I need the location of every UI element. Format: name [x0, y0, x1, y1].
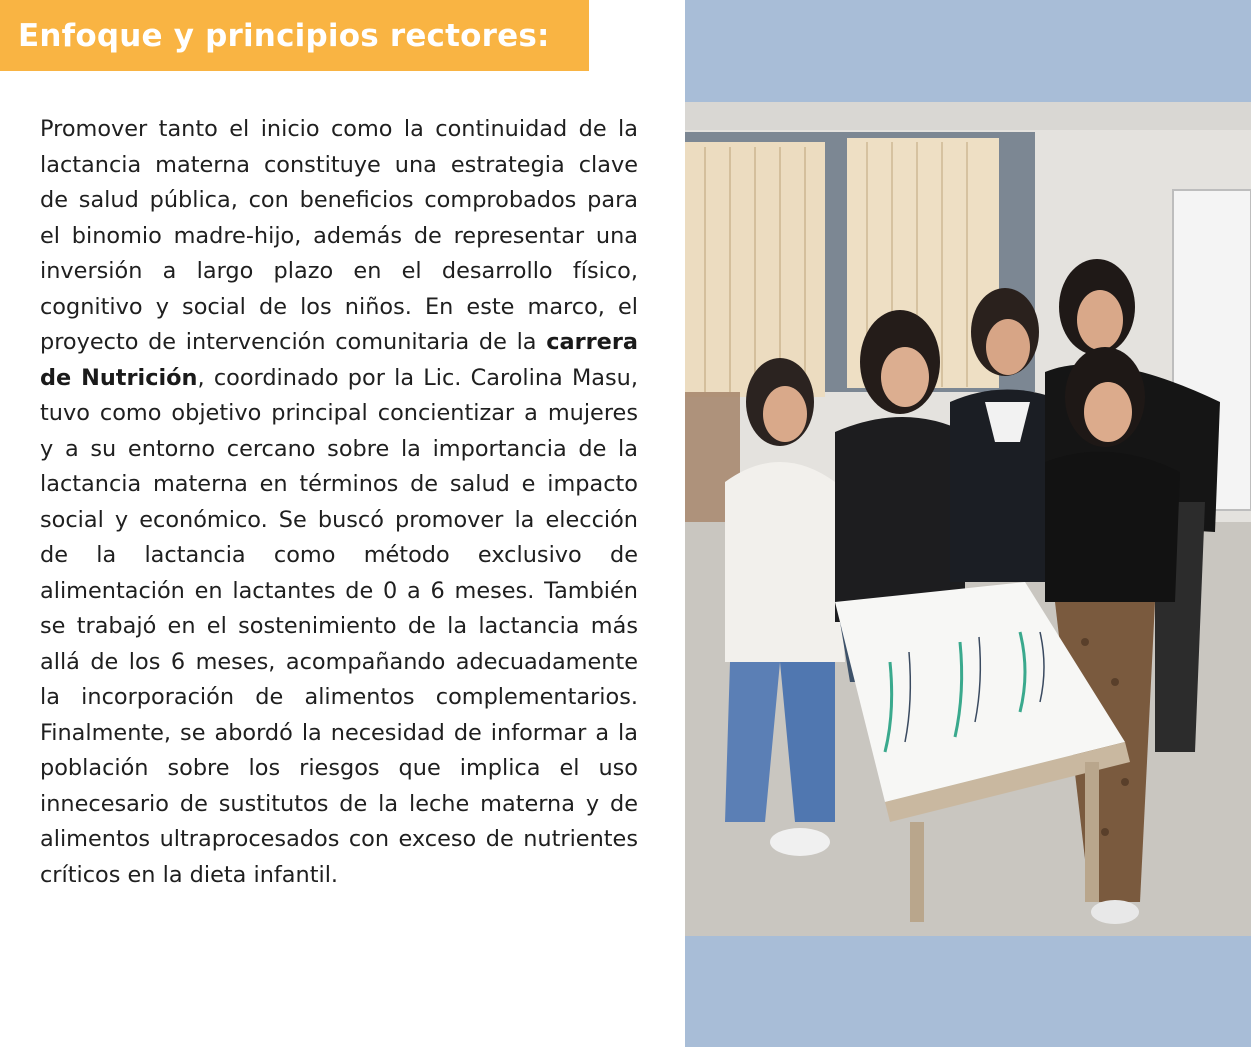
section-title: Enfoque y principios rectores: [18, 17, 550, 54]
body-text-part-1: Promover tanto el inicio como la continuidad de la lactancia materna constituye una estrategia clave de salud pública, con beneficios comprobados para el binomio madre-hijo, además de representar una inversión a largo plazo en el desarrollo físico, cognitivo y social de los niños. En este marco, el proyecto de intervención comunitaria de la [40, 116, 638, 355]
heading-bar [0, 0, 589, 71]
body-text-part-2: , coordinado por la Lic. Carolina Masu, tuvo como objetivo principal concientizar a mujeres y a su entorno cercano sobre la importancia de la lactancia materna en términos de salud e impacto social y económico. Se buscó promover la elección de la lactancia como método exclusivo de alimentación en lactantes de 0 a 6 meses. También se trabajó en el sostenimiento de la lactancia más allá de los 6 meses, acompañando adecuadamente la incorporación de alimentos complementarios. Finalmente, se abordó la necesidad de informar a la población sobre los riesgos que implica el uso innecesario de sustitutos de la leche materna y de alimentos ultraprocesados con exceso de nutrientes críticos en la dieta infantil. [40, 364, 638, 888]
side-panel [685, 0, 1251, 1047]
body-text-bold: carrera de Nutrición [40, 329, 638, 391]
group-photo [685, 102, 1251, 936]
photo-ceiling [685, 102, 1251, 130]
body-paragraph [40, 112, 638, 893]
